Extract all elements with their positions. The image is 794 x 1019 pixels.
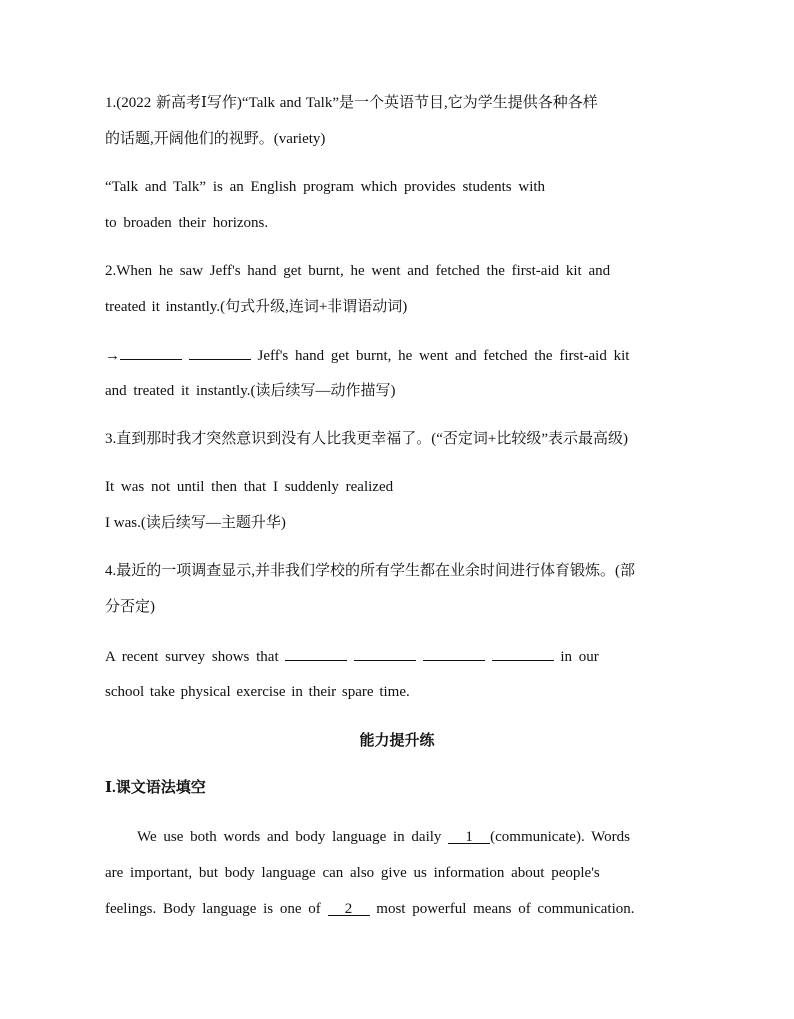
q1-prompt-line2: 的话题,开阔他们的视野。(variety)	[105, 131, 326, 147]
answer-blank[interactable]	[492, 646, 554, 661]
q4-answer-line1-head: A recent survey shows that	[105, 649, 286, 665]
q2-prompt-line2: treated it instantly.(句式升级,连词+非谓语动词)	[105, 299, 408, 315]
q1-answer-line1: “Talk and Talk” is an English program which provides students with	[105, 179, 546, 195]
q1-answer-line2: to broaden their horizons.	[105, 215, 269, 231]
q3-answer-line2: I was.(读后续写—主题升华)	[105, 515, 286, 531]
arrow-icon: →	[105, 348, 120, 364]
q4-answer-line2: school take physical exercise in their spare time.	[105, 684, 410, 700]
answer-blank[interactable]	[423, 646, 485, 661]
passage-line1	[137, 827, 630, 847]
blank-2[interactable]: 2	[328, 901, 370, 916]
passage-line3	[105, 899, 635, 919]
q2-answer-line1-text: Jeff's hand get burnt, he went and fetched the first-aid kit	[250, 348, 630, 364]
passage-line1-head: We use both words and body language in daily	[137, 829, 449, 845]
section-title: 能力提升练	[359, 733, 435, 749]
part1-heading: Ⅰ.课文语法填空	[105, 780, 206, 796]
passage-line3-head: feelings. Body language is one of	[105, 901, 328, 917]
answer-blank[interactable]	[285, 646, 347, 661]
answer-blank[interactable]	[120, 345, 182, 360]
q3-prompt-line1: 3.直到那时我才突然意识到没有人比我更幸福了。(“否定词+比较级”表示最高级)	[105, 431, 629, 447]
q2-answer-line2: and treated it instantly.(读后续写—动作描写)	[105, 383, 396, 399]
passage-line2: are important, but body language can also give us information about people's	[105, 865, 600, 881]
answer-blank[interactable]	[189, 345, 251, 360]
passage-line3-tail: most powerful means of communication.	[369, 901, 635, 917]
blank-1[interactable]: 1	[448, 829, 490, 844]
q4-answer-line1	[105, 646, 599, 666]
q2-answer-line1	[105, 345, 629, 365]
q4-prompt-line1: 4.最近的一项调查显示,并非我们学校的所有学生都在业余时间进行体育锻炼。(部	[105, 563, 635, 579]
passage-line1-tail: (communicate). Words	[490, 829, 630, 845]
q2-prompt-line1: 2.When he saw Jeff's hand get burnt, he went and fetched the first-aid kit and	[105, 263, 611, 279]
q3-answer-line1: It was not until then that I suddenly realized	[105, 479, 394, 495]
q1-prompt-line1: 1.(2022 新高考Ⅰ写作)“Talk and Talk”是一个英语节目,它为学生提供各种各样	[105, 95, 598, 111]
q4-answer-line1-tail: in our	[553, 649, 599, 665]
q4-prompt-line2: 分否定)	[105, 599, 155, 615]
answer-blank[interactable]	[354, 646, 416, 661]
